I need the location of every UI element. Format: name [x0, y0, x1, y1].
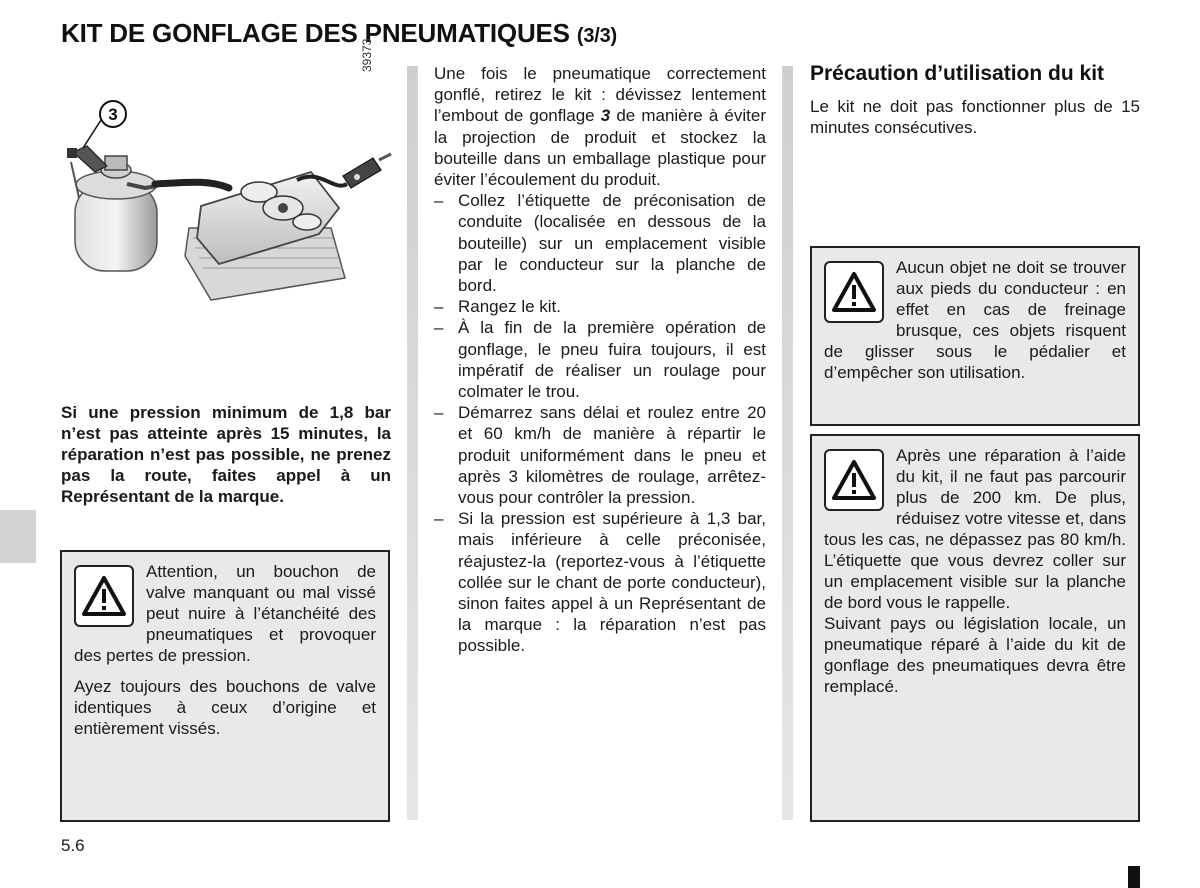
tyre-inflation-kit-illustration — [61, 88, 393, 318]
intro-paragraph: Une fois le pneumatique correctement gonflé, retirez le kit : dévissez lentement l’embout de gonflage 3 de manière à éviter la projection de produit et stockez la bouteille dans un emballage plastique pour éviter l’écoulement du produit. — [434, 64, 767, 190]
instruction-list — [434, 190, 766, 656]
warning-text: Après une réparation à l’aide du kit, il ne faut pas parcourir plus de 200 km. De plus, réduisez votre vitesse et, dans tous les cas, ne dépassez pas 80 km/h. L’étiquette que vous devrez coller sur un emplacement visible sur la planche de bord vous le rappelle. — [824, 446, 1126, 612]
page-title-main: KIT DE GONFLAGE DES PNEUMATIQUES — [61, 18, 570, 48]
warning-text: Attention, un bouchon de valve manquant ou mal vissé peut nuire à l’étanchéité des pneumatiques et provoquer des pertes de pression. — [74, 562, 376, 665]
section-text: Le kit ne doit pas fonctionner plus de 15 minutes consécutives. — [810, 97, 1140, 137]
warning-box-objects — [810, 246, 1140, 426]
warning-text: Ayez toujours des bouchons de valve identiques à ceux d’origine et entièrement vissés. — [74, 677, 376, 738]
page-title — [61, 18, 617, 49]
section-heading: Précaution d’utilisation du kit — [810, 62, 1105, 85]
pressure-note: Si une pression minimum de 1,8 bar n’est pas atteinte après 15 minutes, la réparation n’est pas possible, ne prenez pas la route, faites appel à un Représentant de la marque. — [61, 403, 391, 506]
page-edge-marker — [1128, 866, 1140, 888]
warning-box-valve-caps — [60, 550, 390, 822]
warning-triangle-icon — [74, 565, 134, 627]
column-divider — [782, 66, 793, 820]
page-number: 5.6 — [61, 836, 85, 855]
warning-triangle-icon — [824, 449, 884, 511]
warning-text: Aucun objet ne doit se trouver aux pieds du conducteur : en effet en cas de freinage brusque, ces objets risquent de glisser sous le pédalier et d’empêcher son utilisation. — [824, 258, 1126, 382]
list-item: – Rangez le kit. — [434, 296, 766, 317]
chapter-tab — [0, 510, 36, 563]
list-item: – Démarrez sans délai et roulez entre 20 et 60 km/h de manière à répartir le produit uniformément dans le pneu et après 3 kilomètres de roulage, arrêtez-vous pour contrôler la pression. — [434, 402, 766, 508]
warning-box-after-repair — [810, 434, 1140, 822]
page-title-suffix: (3/3) — [576, 25, 617, 47]
part-number-3: 3 — [600, 106, 611, 126]
instructions-column — [434, 63, 766, 657]
list-item: – Collez l’étiquette de préconisation de conduite (localisée en dessous de la bouteille) sur un emplacement visible par le conducteur sur la planche de bord. — [434, 190, 766, 296]
warning-text: Suivant pays ou législation locale, un pneumatique réparé à l’aide du kit de gonflage des pneumatiques devra être remplacé. — [824, 614, 1126, 696]
list-item: – À la fin de la première opération de gonflage, le pneu fuira toujours, il est impératif de réaliser un roulage pour colmater le trou. — [434, 317, 766, 402]
warning-triangle-icon — [824, 261, 884, 323]
figure-number: 39373 — [360, 38, 374, 72]
callout-3-label: 3 — [108, 105, 118, 124]
column-divider — [407, 66, 418, 820]
list-item: – Si la pression est supérieure à 1,3 bar, mais inférieure à celle préconisée, réajustez-la (reportez-vous à l’étiquette collée sur le chant de porte conducteur), sinon faites appel à un Représentant de la marque : la réparation n’est pas possible. — [434, 508, 766, 656]
inflation-kit-figure — [61, 88, 393, 318]
